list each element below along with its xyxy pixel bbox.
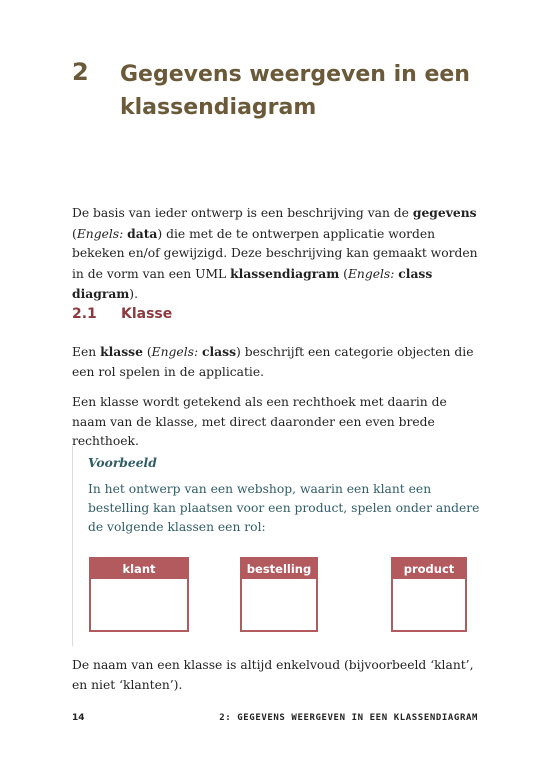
text-run: ( <box>339 266 348 281</box>
footer-page-number: 14 <box>72 713 85 723</box>
footer-chapter-title: 2: GEGEVENS WEERGEVEN IN EEN KLASSENDIAGRAM <box>219 713 478 723</box>
class-name: klant <box>91 559 187 579</box>
text-run: ). <box>129 287 139 301</box>
paragraph-enkelvoud: De naam van een klasse is altijd enkelvoud (bijvoorbeeld ‘klant’, en niet ‘klanten’). <box>72 658 474 692</box>
bold-term: klasse <box>100 344 143 359</box>
bold-term: class <box>202 344 236 359</box>
italic-term: Engels: <box>151 345 199 359</box>
text-run: ) beschrijft een categorie objecten die een rol spelen in de applicatie. <box>72 345 474 379</box>
intro-paragraph <box>72 203 480 305</box>
class-box-klant <box>89 557 189 632</box>
italic-term: Engels: <box>347 266 395 281</box>
class-name: product <box>393 559 465 579</box>
section-title: Klasse <box>121 306 173 322</box>
text-run: ( <box>72 226 77 241</box>
text-run: Een <box>72 345 101 359</box>
bold-term: data <box>127 225 158 241</box>
bold-term: class diagram <box>72 265 433 301</box>
text-run: ( <box>142 345 152 359</box>
chapter-number: 2 <box>72 58 89 86</box>
example-title: Voorbeeld <box>88 455 157 470</box>
text-run: ) die met de te ontwerpen applicatie worden bekeken en/of gewijzigd. Deze beschrijving kan gemaakt worden in de vorm van een UML <box>72 226 478 281</box>
paragraph-klasse-drawing: Een klasse wordt getekend als een rechthoek met daarin de naam van de klasse, met direct daaronder een even brede rechthoek. <box>72 395 447 448</box>
bold-term: gegevens <box>412 205 477 220</box>
chapter-title: Gegevens weergeven in een klassendiagram <box>120 62 470 120</box>
example-text: In het ontwerp van een webshop, waarin een klant een bestelling kan plaatsen voor een product, spelen onder andere de volgende klassen een rol: <box>88 482 480 534</box>
italic-term: Engels: <box>76 226 124 241</box>
paragraph-klasse-definition <box>72 342 480 382</box>
class-name: bestelling <box>242 559 316 579</box>
bold-term: klassendiagram <box>230 265 340 281</box>
class-box-product <box>391 557 467 632</box>
section-number: 2.1 <box>72 306 97 322</box>
text-run: De basis van ieder ontwerp is een beschrijving van de <box>72 206 413 220</box>
class-box-bestelling <box>240 557 318 632</box>
